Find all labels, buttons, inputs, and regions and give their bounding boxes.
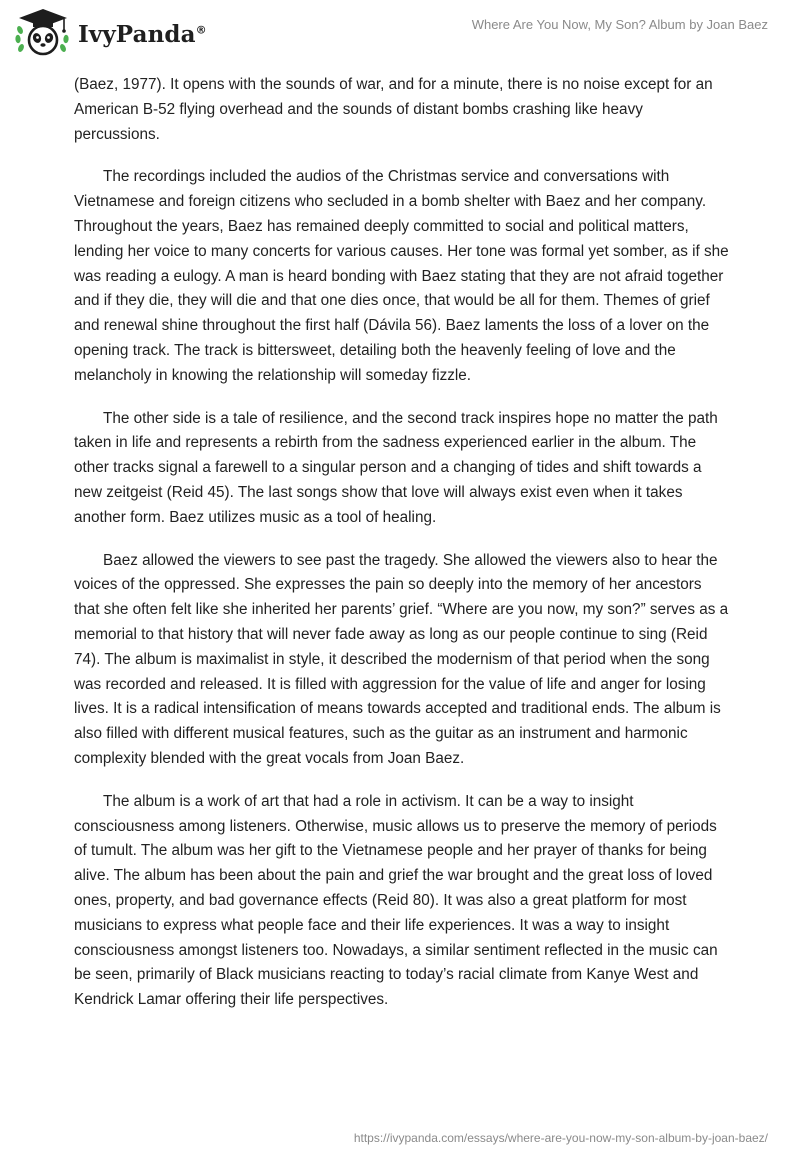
essay-body	[74, 73, 729, 1031]
source-url[interactable]: https://ivypanda.com/essays/where-are-you-now-my-son-album-by-joan-baez/	[353, 1131, 768, 1145]
paragraph: (Baez, 1977). It opens with the sounds of war, and for a minute, there is no noise except for an American B-52 flying overhead and the sounds of distant bombs crashing like heavy percussions.	[74, 76, 713, 143]
paragraph: The album is a work of art that had a role in activism. It can be a way to insight consciousness among listeners. Otherwise, music allows us to preserve the memory of periods of tumult. The album was her gift to the Vietnamese people and her prayer of thanks for being alive. The album has been about the pain and grief the war brought and the great loss of loved ones, property, and bad governance effects (Reid 80). It was also a great platform for most musicians to express what people face and their life experiences. It was a way to insight consciousness amongst listeners too. Nowadays, a similar sentiment reflected in the music can be seen, primarily of Black musicians reacting to today’s racial climate from Kanye West and Kendrick Lamar offering their life perspectives.	[74, 792, 718, 1009]
paragraph: The other side is a tale of resilience, and the second track inspires hope no matter the path taken in life and represents a rebirth from the sadness experienced earlier in the album. The other tracks signal a farewell to a singular person and a changing of tides and shift towards a new zeitgeist (Reid 45). The last songs show that love will always exist even when it takes another form. Baez utilizes music as a tool of healing.	[74, 409, 718, 526]
ivypanda-logo[interactable]	[14, 8, 207, 56]
page-header	[0, 0, 800, 70]
paragraph: Baez allowed the viewers to see past the tragedy. She allowed the viewers also to hear the voices of the oppressed. She expresses the pain so deeply into the memory of her ancestors that she often felt like she inherited her parents’ grief. “Where are you now, my son?” serves as a memorial to that history that will never fade away as long as our people continue to sing (Reid 74). The album is maximalist in style, it described the modernism of that period when the song was recorded and released. It is filled with aggression for the value of life and anger for losing lives. It is a radical intensification of means towards accepted and traditional ends. The album is also filled with different musical features, such as the guitar as an instrument and harmonic complexity blended with the great vocals from Joan Baez.	[74, 551, 729, 767]
panda-logo-icon	[14, 8, 72, 56]
logo-wordmark: IvyPanda®	[78, 20, 207, 48]
document-title: Where Are You Now, My Son? Album by Joan Baez	[471, 17, 768, 32]
paragraph: The recordings included the audios of the Christmas service and conversations with Vietnamese and foreign citizens who secluded in a bomb shelter with Baez and her company. Throughout the years, Baez has remained deeply committed to social and political matters, lending her voice to many concerts for various causes. Her tone was formal yet somber, as if she was reading a eulogy. A man is heard bonding with Baez stating that they are not afraid together and if they die, they will die and that one dies once, that would be all for them. Themes of grief and renewal shine throughout the first half (Dávila 56). Baez laments the loss of a lover on the opening track. The track is bittersweet, detailing both the heavenly feeling of love and the melancholy in knowing the relationship will someday fizzle.	[74, 168, 729, 384]
